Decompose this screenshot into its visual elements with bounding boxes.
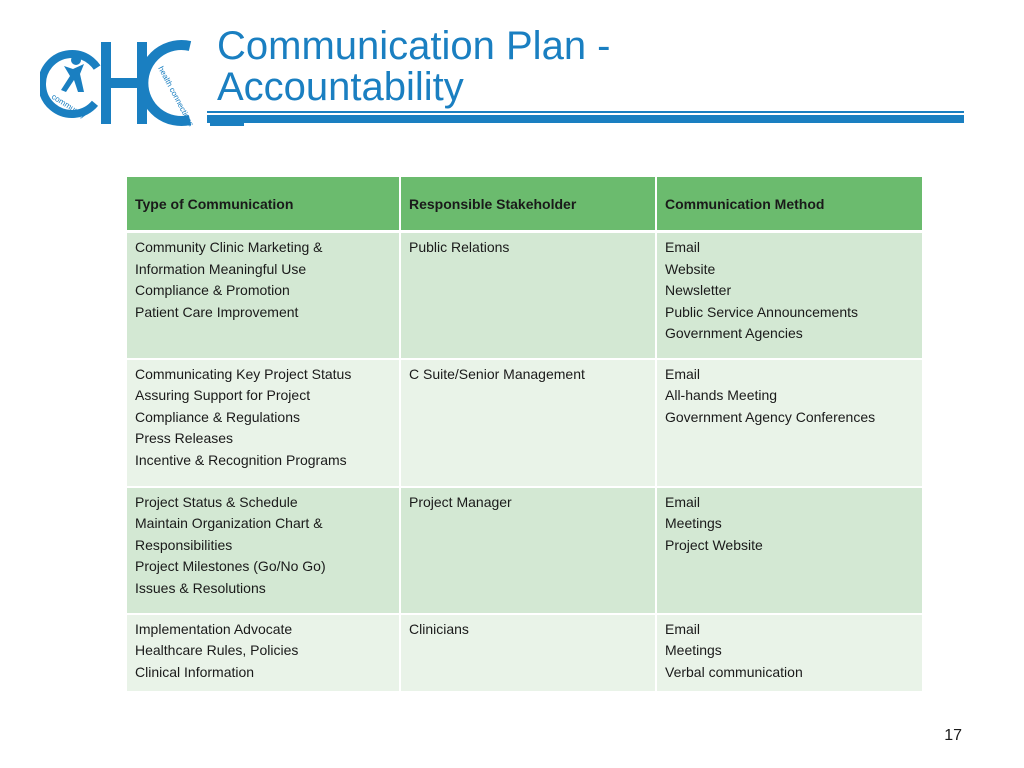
type-line: Community Clinic Marketing & (135, 239, 323, 255)
method-line: Meetings (665, 515, 722, 532)
method-line: Email (665, 620, 701, 637)
method-line: Newsletter (665, 282, 732, 299)
type-line: Implementation Advocate (135, 620, 293, 637)
logo-figure-head (71, 55, 81, 65)
method-cell (656, 487, 922, 614)
type-line: Project Milestones (Go/No Go) (135, 558, 326, 575)
method-line: Verbal communication (665, 663, 803, 680)
logo-subtext-health: health connections (156, 64, 196, 128)
stakeholder-text: Public Relations (409, 239, 510, 255)
method-line: Government Agency Conferences (665, 408, 876, 425)
type-line: Press Releases (135, 430, 234, 447)
title-divider-thick (207, 115, 964, 123)
column-header-method: Communication Method (656, 177, 922, 232)
method-line: All-hands Meeting (665, 387, 778, 404)
title-line-2: Accountability (217, 65, 464, 109)
type-line: Healthcare Rules, Policies (135, 642, 299, 659)
title-divider-accent (210, 123, 244, 126)
method-line: Email (665, 239, 701, 255)
method-line: Email (665, 493, 701, 510)
type-cell (127, 359, 400, 487)
type-line: Patient Care Improvement (135, 303, 299, 320)
table-header-row (127, 177, 922, 232)
page-title (217, 26, 611, 108)
type-line: Issues & Resolutions (135, 579, 266, 596)
title-line-1: Communication Plan - (217, 24, 611, 68)
stakeholder-text: C Suite/Senior Management (409, 365, 585, 382)
type-cell (127, 614, 400, 691)
chc-logo (40, 36, 200, 130)
type-line: Project Status & Schedule (135, 493, 298, 510)
method-line: Website (665, 260, 716, 277)
stakeholder-text: Project Manager (409, 493, 512, 510)
method-line: Government Agencies (665, 325, 803, 342)
stakeholder-cell (400, 359, 656, 487)
page-number: 17 (944, 727, 962, 744)
method-line: Meetings (665, 642, 722, 659)
table-row (127, 359, 922, 487)
type-line: Responsibilities (135, 536, 233, 553)
type-cell (127, 487, 400, 614)
type-line: Incentive & Recognition Programs (135, 451, 347, 468)
type-line: Communicating Key Project Status (135, 365, 352, 382)
type-cell (127, 232, 400, 359)
stakeholder-cell (400, 232, 656, 359)
method-line: Email (665, 365, 701, 382)
stakeholder-cell (400, 487, 656, 614)
title-divider-thin (207, 111, 964, 113)
stakeholder-cell (400, 614, 656, 691)
method-cell (656, 232, 922, 359)
logo-figure-icon (61, 64, 84, 92)
table-row (127, 232, 922, 359)
column-header-type: Type of Communication (127, 177, 400, 232)
method-cell (656, 359, 922, 487)
method-cell (656, 614, 922, 691)
stakeholder-text: Clinicians (409, 620, 469, 637)
type-line: Compliance & Promotion (135, 282, 290, 299)
logo-subtext-community: community (49, 92, 88, 121)
type-line: Assuring Support for Project (135, 387, 311, 404)
column-header-stakeholder: Responsible Stakeholder (400, 177, 656, 232)
table-row (127, 614, 922, 691)
type-line: Clinical Information (135, 663, 255, 680)
type-line: Compliance & Regulations (135, 408, 300, 425)
communication-plan-table (127, 177, 922, 691)
method-line: Project Website (665, 536, 763, 553)
table-row (127, 487, 922, 614)
method-line: Public Service Announcements (665, 303, 858, 320)
type-line: Information Meaningful Use (135, 260, 307, 277)
type-line: Maintain Organization Chart & (135, 515, 323, 532)
